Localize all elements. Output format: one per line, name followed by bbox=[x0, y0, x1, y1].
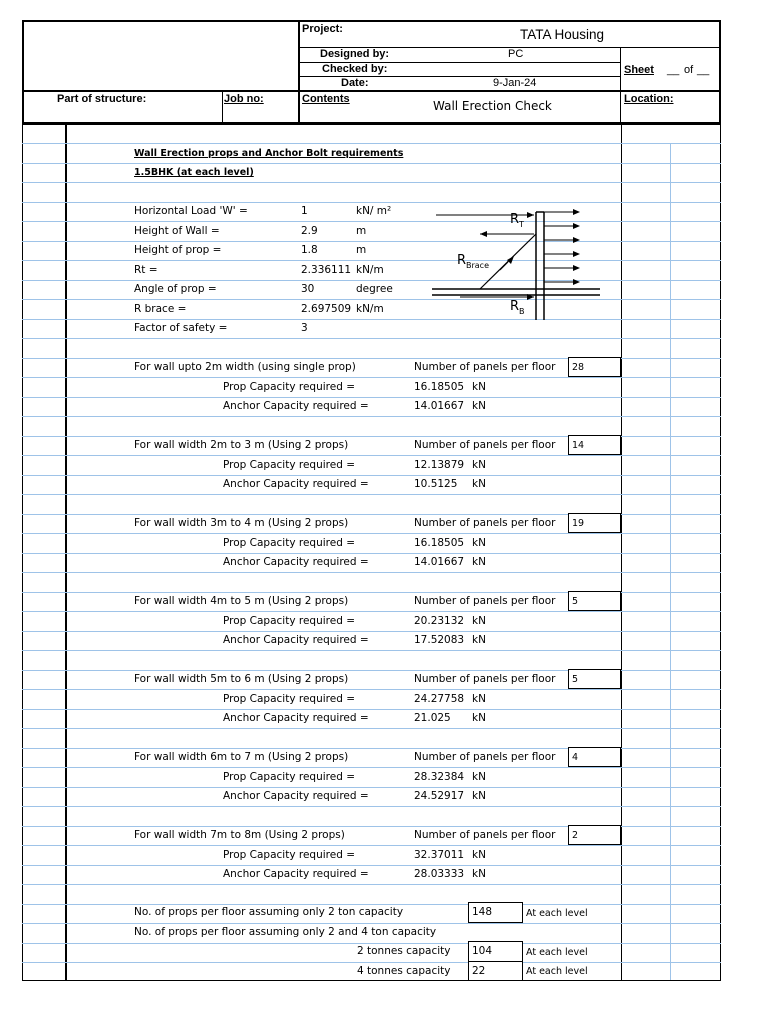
grid-row-line bbox=[22, 143, 721, 144]
grid-row-line bbox=[22, 728, 721, 729]
panels-value: 4 bbox=[572, 752, 579, 763]
panels-label: Number of panels per floor bbox=[414, 595, 556, 607]
two-ton-note: At each level bbox=[526, 947, 588, 958]
grid-row-line bbox=[22, 319, 721, 320]
grid-row-line bbox=[22, 299, 721, 300]
sheet-blank: __ bbox=[667, 64, 680, 76]
grid-row-line bbox=[22, 806, 721, 807]
sheet-label: Sheet bbox=[624, 64, 654, 76]
input-value: 30 bbox=[301, 283, 315, 295]
panels-value: 5 bbox=[572, 674, 579, 685]
grid-row-line bbox=[22, 631, 721, 632]
four-ton-label: 4 tonnes capacity bbox=[357, 965, 451, 977]
grid-row-line bbox=[22, 767, 721, 768]
group-title: For wall width 3m to 4 m (Using 2 props) bbox=[134, 517, 349, 529]
prop-capacity-value: 32.37011 bbox=[414, 848, 465, 861]
grid-row-line bbox=[22, 533, 721, 534]
designed-by-label: Designed by: bbox=[320, 48, 390, 60]
input-label: R brace = bbox=[134, 302, 187, 315]
panels-value: 5 bbox=[572, 596, 579, 607]
panels-value: 28 bbox=[572, 362, 585, 373]
group-title: For wall width 2m to 3 m (Using 2 props) bbox=[134, 439, 349, 451]
grid-row-line bbox=[22, 163, 721, 164]
grid-row-line bbox=[22, 455, 721, 456]
input-label: Angle of prop = bbox=[134, 283, 217, 295]
input-unit: degree bbox=[356, 283, 393, 295]
input-unit: kN/m bbox=[356, 302, 384, 315]
grid-row-line bbox=[22, 338, 721, 339]
prop-capacity-unit: kN bbox=[472, 458, 486, 471]
contents-label: Contents bbox=[302, 93, 350, 105]
input-unit: kN/m bbox=[356, 263, 384, 276]
group-title: For wall width 5m to 6 m (Using 2 props) bbox=[134, 673, 349, 685]
two-ton-value: 104 bbox=[472, 945, 493, 957]
grid-row-line bbox=[22, 884, 721, 885]
four-ton-value: 22 bbox=[472, 965, 486, 977]
rbrace-label: R bbox=[457, 253, 467, 268]
grid-row-line bbox=[22, 904, 721, 905]
prop-capacity-value: 12.13879 bbox=[414, 458, 465, 471]
sheet-blank: __ bbox=[697, 64, 710, 76]
input-label: Factor of safety = bbox=[134, 322, 228, 334]
grid-row-line bbox=[22, 650, 721, 651]
input-value: 2.697509 bbox=[301, 302, 352, 315]
anchor-capacity-label: Anchor Capacity required = bbox=[223, 868, 369, 880]
prop-capacity-label: Prop Capacity required = bbox=[223, 848, 356, 861]
project-label: Project: bbox=[302, 23, 343, 35]
anchor-capacity-label: Anchor Capacity required = bbox=[223, 400, 369, 412]
anchor-capacity-value: 28.03333 bbox=[414, 868, 465, 880]
grid-row-line bbox=[22, 611, 721, 612]
anchor-capacity-label: Anchor Capacity required = bbox=[223, 634, 369, 646]
input-unit: m bbox=[356, 224, 367, 237]
anchor-capacity-unit: kN bbox=[472, 868, 486, 880]
panels-value: 19 bbox=[572, 518, 585, 529]
input-label: Height of prop = bbox=[134, 244, 222, 256]
anchor-capacity-unit: kN bbox=[472, 712, 486, 724]
part-of-structure-label: Part of structure: bbox=[57, 93, 147, 105]
anchor-capacity-label: Anchor Capacity required = bbox=[223, 712, 369, 724]
prop-capacity-label: Prop Capacity required = bbox=[223, 614, 356, 627]
anchor-capacity-label: Anchor Capacity required = bbox=[223, 790, 369, 802]
panels-value: 14 bbox=[572, 440, 585, 451]
panels-value: 2 bbox=[572, 830, 579, 841]
designed-by-value: PC bbox=[508, 48, 524, 60]
grid-row-line bbox=[22, 397, 721, 398]
input-unit: m bbox=[356, 244, 367, 256]
grid-row-line bbox=[22, 709, 721, 710]
input-label: Horizontal Load 'W' = bbox=[134, 205, 248, 217]
prop-capacity-unit: kN bbox=[472, 380, 486, 393]
title-divider bbox=[22, 90, 721, 92]
rt-label: R bbox=[510, 212, 520, 227]
group-title: For wall upto 2m width (using single prop) bbox=[134, 361, 356, 373]
title-divider bbox=[620, 48, 621, 124]
prop-capacity-value: 16.18505 bbox=[414, 380, 465, 393]
anchor-capacity-unit: kN bbox=[472, 790, 486, 802]
checked-by-label: Checked by: bbox=[322, 63, 388, 75]
sheet-subheading: 1.5BHK (at each level) bbox=[134, 167, 254, 178]
prop-capacity-unit: kN bbox=[472, 848, 486, 861]
grid-col-line bbox=[670, 143, 671, 981]
prop-capacity-label: Prop Capacity required = bbox=[223, 536, 356, 549]
project-value: TATA Housing bbox=[520, 27, 605, 42]
grid-row-line bbox=[22, 572, 721, 573]
job-no-label: Job no: bbox=[224, 93, 264, 105]
sheet-frame-top bbox=[22, 123, 721, 125]
anchor-capacity-label: Anchor Capacity required = bbox=[223, 478, 369, 490]
contents-value: Wall Erection Check bbox=[433, 99, 552, 113]
two-ton-label: 2 tonnes capacity bbox=[357, 945, 451, 957]
anchor-capacity-value: 21.025 bbox=[414, 712, 451, 724]
prop-capacity-unit: kN bbox=[472, 536, 486, 549]
grid-row-line bbox=[22, 260, 721, 261]
location-label: Location: bbox=[624, 93, 674, 105]
summary-line2-label: No. of props per floor assuming only 2 and 4 ton capacity bbox=[134, 926, 437, 938]
grid-row-line bbox=[22, 377, 721, 378]
input-label: Rt = bbox=[134, 263, 158, 276]
panels-label: Number of panels per floor bbox=[414, 829, 556, 841]
title-divider bbox=[298, 20, 300, 124]
panels-label: Number of panels per floor bbox=[414, 439, 556, 451]
grid-row-line bbox=[22, 221, 721, 222]
rb-subscript: B bbox=[519, 307, 525, 316]
group-title: For wall width 4m to 5 m (Using 2 props) bbox=[134, 595, 349, 607]
prop-capacity-value: 24.27758 bbox=[414, 692, 465, 705]
panels-label: Number of panels per floor bbox=[414, 517, 556, 529]
grid-row-line bbox=[22, 787, 721, 788]
title-divider bbox=[222, 90, 223, 124]
anchor-capacity-unit: kN bbox=[472, 400, 486, 412]
four-ton-note: At each level bbox=[526, 966, 588, 977]
anchor-capacity-unit: kN bbox=[472, 634, 486, 646]
anchor-capacity-value: 14.01667 bbox=[414, 556, 465, 568]
panels-label: Number of panels per floor bbox=[414, 673, 556, 685]
grid-row-line bbox=[22, 182, 721, 183]
grid-row-line bbox=[22, 865, 721, 866]
anchor-capacity-value: 17.52083 bbox=[414, 634, 465, 646]
summary-line1-value: 148 bbox=[472, 906, 493, 918]
prop-capacity-unit: kN bbox=[472, 770, 486, 783]
prop-capacity-unit: kN bbox=[472, 614, 486, 627]
group-title: For wall width 6m to 7 m (Using 2 props) bbox=[134, 751, 349, 763]
anchor-capacity-label: Anchor Capacity required = bbox=[223, 556, 369, 568]
anchor-capacity-value: 14.01667 bbox=[414, 400, 465, 412]
summary-line1-label: No. of props per floor assuming only 2 ton capacity bbox=[134, 906, 404, 918]
grid-row-line bbox=[22, 416, 721, 417]
wall-brace-diagram bbox=[430, 200, 602, 324]
grid-row-line bbox=[22, 943, 721, 944]
prop-capacity-unit: kN bbox=[472, 692, 486, 705]
input-value: 2.9 bbox=[301, 224, 318, 237]
prop-capacity-label: Prop Capacity required = bbox=[223, 458, 356, 471]
input-value: 1 bbox=[301, 205, 308, 217]
prop-capacity-label: Prop Capacity required = bbox=[223, 770, 356, 783]
input-value: 1.8 bbox=[301, 244, 318, 256]
prop-capacity-value: 16.18505 bbox=[414, 536, 465, 549]
grid-row-line bbox=[22, 553, 721, 554]
rb-label: R bbox=[510, 299, 520, 314]
prop-capacity-label: Prop Capacity required = bbox=[223, 692, 356, 705]
grid-row-line bbox=[22, 241, 721, 242]
rbrace-subscript: Brace bbox=[466, 261, 489, 270]
anchor-capacity-value: 24.52917 bbox=[414, 790, 465, 802]
anchor-capacity-unit: kN bbox=[472, 556, 486, 568]
prop-capacity-value: 28.32384 bbox=[414, 770, 465, 783]
grid-row-line bbox=[22, 494, 721, 495]
input-value: 2.336111 bbox=[301, 263, 352, 276]
prop-capacity-value: 20.23132 bbox=[414, 614, 465, 627]
grid-row-line bbox=[22, 923, 721, 924]
grid-row-line bbox=[22, 845, 721, 846]
grid-row-line bbox=[22, 475, 721, 476]
input-label: Height of Wall = bbox=[134, 224, 220, 237]
date-value: 9-Jan-24 bbox=[493, 77, 537, 89]
date-label: Date: bbox=[341, 77, 369, 89]
anchor-capacity-value: 10.5125 bbox=[414, 478, 458, 490]
grid-row-line bbox=[22, 280, 721, 281]
panels-label: Number of panels per floor bbox=[414, 751, 556, 763]
grid-row-line bbox=[22, 202, 721, 203]
grid-row-line bbox=[22, 962, 721, 963]
prop-capacity-label: Prop Capacity required = bbox=[223, 380, 356, 393]
sheet-of: of bbox=[684, 64, 694, 76]
rt-subscript: T bbox=[519, 220, 524, 229]
input-unit: kN/ m² bbox=[356, 205, 392, 217]
summary-line1-note: At each level bbox=[526, 908, 588, 919]
group-title: For wall width 7m to 8m (Using 2 props) bbox=[134, 829, 345, 841]
sheet-frame-bottom bbox=[22, 980, 721, 981]
input-value: 3 bbox=[301, 322, 308, 334]
sheet-heading: Wall Erection props and Anchor Bolt requirements bbox=[134, 148, 404, 159]
grid-row-line bbox=[22, 689, 721, 690]
panels-label: Number of panels per floor bbox=[414, 361, 556, 373]
anchor-capacity-unit: kN bbox=[472, 478, 486, 490]
